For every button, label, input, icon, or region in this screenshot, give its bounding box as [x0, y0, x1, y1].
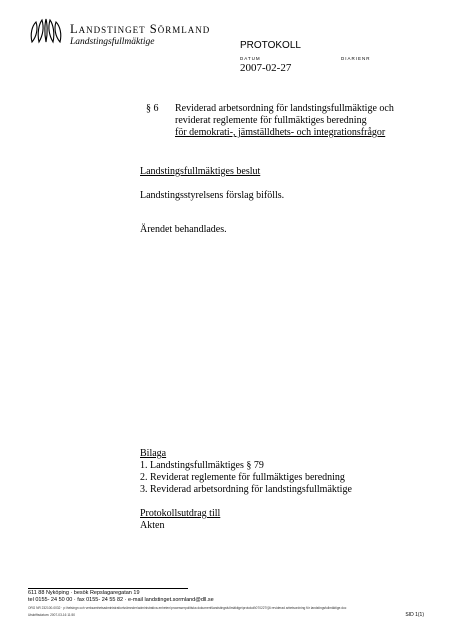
document-type: PROTOKOLL — [240, 40, 301, 51]
item-title-line-1: Reviderad arbetsordning för landstingsfullmäktige och — [175, 103, 394, 114]
footer-file-path: ORG NR 232100-0032 · p:\helsingn och verksamhetsadministration\nämnder\administrativa-enheten\processerpolitiska dokument\landstingsfullmäktige\protokoll\070227\§6 reviderad arbetsordning för landstingsfullmäktige.doc — [28, 606, 347, 610]
footer-address: 611 88 Nyköping · besök Repslagaregatan 19 — [28, 590, 140, 596]
diarienr-label: DIARIENR — [341, 56, 371, 61]
paragraph-number: § 6 — [146, 103, 159, 114]
datum-label: DATUM — [240, 56, 261, 61]
footer-print-date: Utskriftsdatum: 2007-03-16 11:50 — [28, 613, 76, 617]
handled-text: Ärendet behandlades. — [140, 224, 227, 235]
footer-divider — [28, 588, 188, 589]
distribution-item: Akten — [140, 520, 165, 531]
decision-heading: Landstingsfullmäktiges beslut — [140, 166, 261, 177]
org-subtitle: Landstingsfullmäktige — [70, 37, 155, 47]
landstinget-logo-icon — [28, 18, 64, 44]
document-date: 2007-02-27 — [240, 62, 292, 74]
footer-contact: tel 0155- 24 50 00 · fax 0155- 24 55 82 · e-mail landstinget.sormland@dll.se — [28, 597, 214, 603]
attachment-item-2: 2. Reviderat reglemente för fullmäktiges beredning — [140, 472, 345, 483]
page-number: SID 1(1) — [405, 612, 424, 618]
attachment-item-3: 3. Reviderad arbetsordning för landstingsfullmäktige — [140, 484, 352, 495]
decision-text: Landstingsstyrelsens förslag bifölls. — [140, 190, 285, 201]
item-title — [175, 103, 415, 139]
distribution-heading: Protokollsutdrag till — [140, 508, 221, 519]
item-title-line-3: för demokrati-, jämställdhets- och integrationsfrågor — [175, 127, 386, 138]
item-title-line-2: reviderat reglemente för fullmäktiges beredning — [175, 115, 367, 126]
org-name: Landstinget Sörmland — [70, 22, 211, 36]
attachments-heading: Bilaga — [140, 448, 167, 459]
attachment-item-1: 1. Landstingsfullmäktiges § 79 — [140, 460, 264, 471]
